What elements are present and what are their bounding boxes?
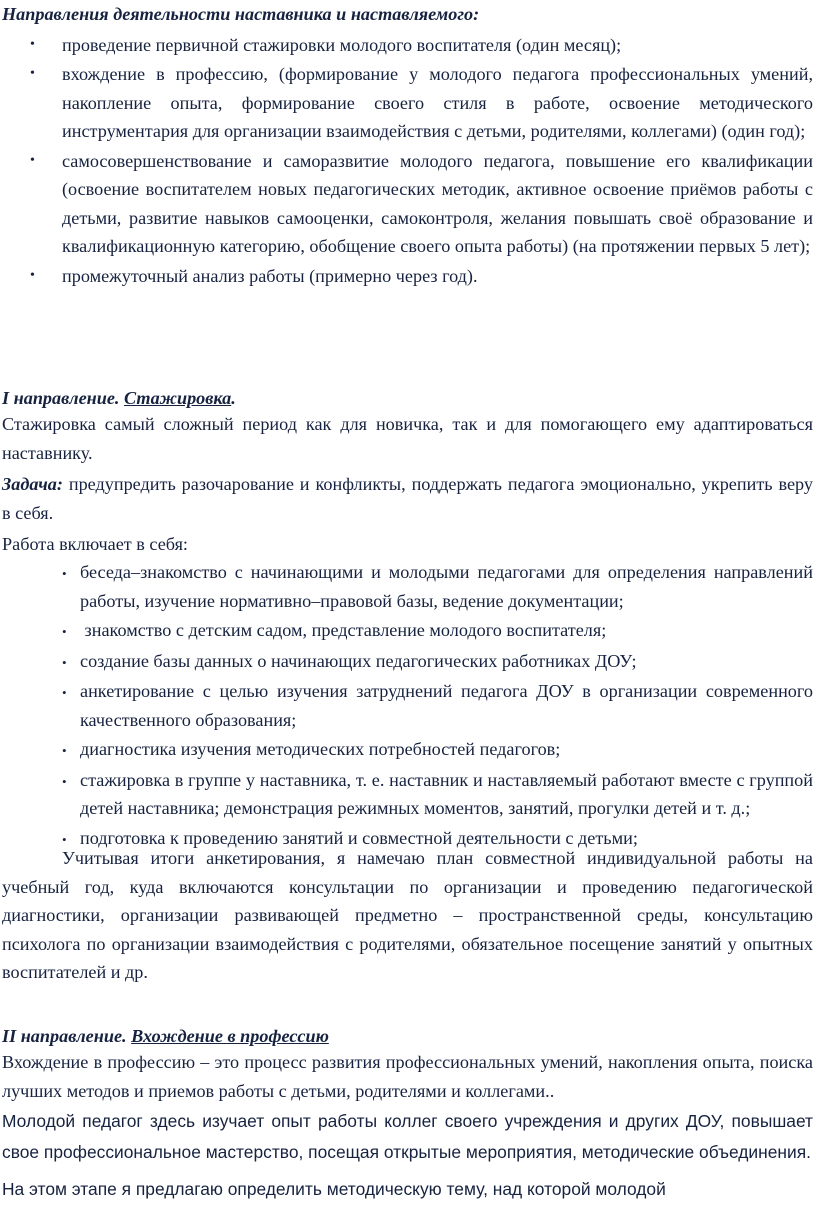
bullet-icon: • — [62, 743, 67, 758]
section2-heading — [2, 1022, 813, 1050]
work-includes-label: Работа включает в себя: — [2, 534, 188, 554]
list-item: • беседа–знакомство с начинающими и молодыми педагогами для определения направлений работы, изучение нормативно–правовой базы, ведение документации; — [62, 562, 813, 611]
list-item: • диагностика изучения методических потребностей педагогов; — [0, 736, 813, 765]
directions-list — [0, 31, 813, 291]
list-item: • подготовка к проведению занятий и совместной деятельности с детьми; — [0, 825, 813, 854]
list-item: • анкетирование с целью изучения затруднений педагога ДОУ в организации современного качественного образования; — [62, 681, 813, 730]
section1-heading: I направление. Стажировка. — [2, 388, 236, 408]
list-item: • самосовершенствование и саморазвитие молодого педагога, повышение его квалификации (освоение воспитателем новых педагогических методик, активное освоение приёмов работы с детьми, развитие навыков самооценки, самоконтроля, желания повышать своё образование и квалификационную категорию, обобщение своего опыта работы) (на протяжении первых 5 лет); — [0, 147, 813, 261]
list-item: • знакомство с детским садом, представление молодого воспитателя; — [0, 617, 813, 646]
bullet-icon: • — [62, 566, 67, 581]
list-item: • проведение первичной стажировки молодого воспитателя (один месяц); — [0, 31, 813, 60]
bullet-icon: • — [62, 624, 67, 639]
section1-task: Задача: предупредить разочарование и конфликты, поддержать педагога эмоционально, укрепить веру в себя. — [2, 474, 813, 523]
section2-intro: Вхождение в профессию – это процесс развития профессиональных умений, накопления опыта, поиска лучших методов и приемов работы с детьми, родителями и коллегами.. — [2, 1052, 813, 1101]
bullet-icon: • — [30, 152, 35, 168]
section2-p2: На этом этапе я предлагаю определить методическую тему, над которой молодой — [2, 1179, 666, 1199]
section1-list — [0, 559, 813, 855]
section2-label: II направление. — [2, 1026, 132, 1046]
section1-label: I направление. — [2, 388, 125, 408]
list-item: • стажировка в группе у наставника, т. е. наставник и наставляемый работают вместе с группой детей наставника; демонстрация режимных моментов, занятий, прогулки детей и т. д.; — [62, 769, 813, 818]
section1-title: Стажировка — [124, 388, 232, 408]
section1-summary: Учитывая итоги анкетирования, я намечаю план совместной индивидуальной работы на учебный год, куда включаются консультации по организации и проведению педагогической диагностики, организации развивающей предметно – пространственной среды, консультацию психолога по организации взаимодействия с родителями, обязательное посещение занятий у опытных воспитателей и др. — [2, 848, 813, 982]
bullet-icon: • — [30, 66, 35, 82]
section1-intro: Стажировка самый сложный период как для новичка, так и для помогающего ему адаптироваться наставнику. — [2, 414, 813, 463]
directions-title: Направления деятельности наставника и наставляемого: — [2, 4, 480, 24]
list-item: • создание базы данных о начинающих педагогических работниках ДОУ; — [0, 648, 813, 677]
bullet-icon: • — [30, 37, 35, 52]
bullet-icon: • — [62, 685, 67, 700]
bullet-icon: • — [62, 654, 67, 670]
bullet-icon: • — [62, 773, 67, 789]
task-label: Задача: — [2, 474, 63, 494]
section2-title: Вхождение в профессию — [131, 1026, 329, 1046]
list-item: • промежуточный анализ работы (примерно через год). — [0, 262, 813, 291]
list-item: • вхождение в профессию, (формирование у молодого педагога профессиональных умений, накопление опыта, формирование своего стиля в работе, освоение методического инструментария для организации взаимодействия с детьми, родителями, коллегами) (один год); — [0, 60, 813, 146]
bullet-icon: • — [30, 267, 35, 283]
section2-p1: Молодой педагог здесь изучает опыт работы коллег своего учреждения и других ДОУ, повышает свое профессиональное мастерство, посещая открытые мероприятия, методические объединения. — [2, 1111, 813, 1162]
bullet-icon: • — [62, 831, 67, 847]
